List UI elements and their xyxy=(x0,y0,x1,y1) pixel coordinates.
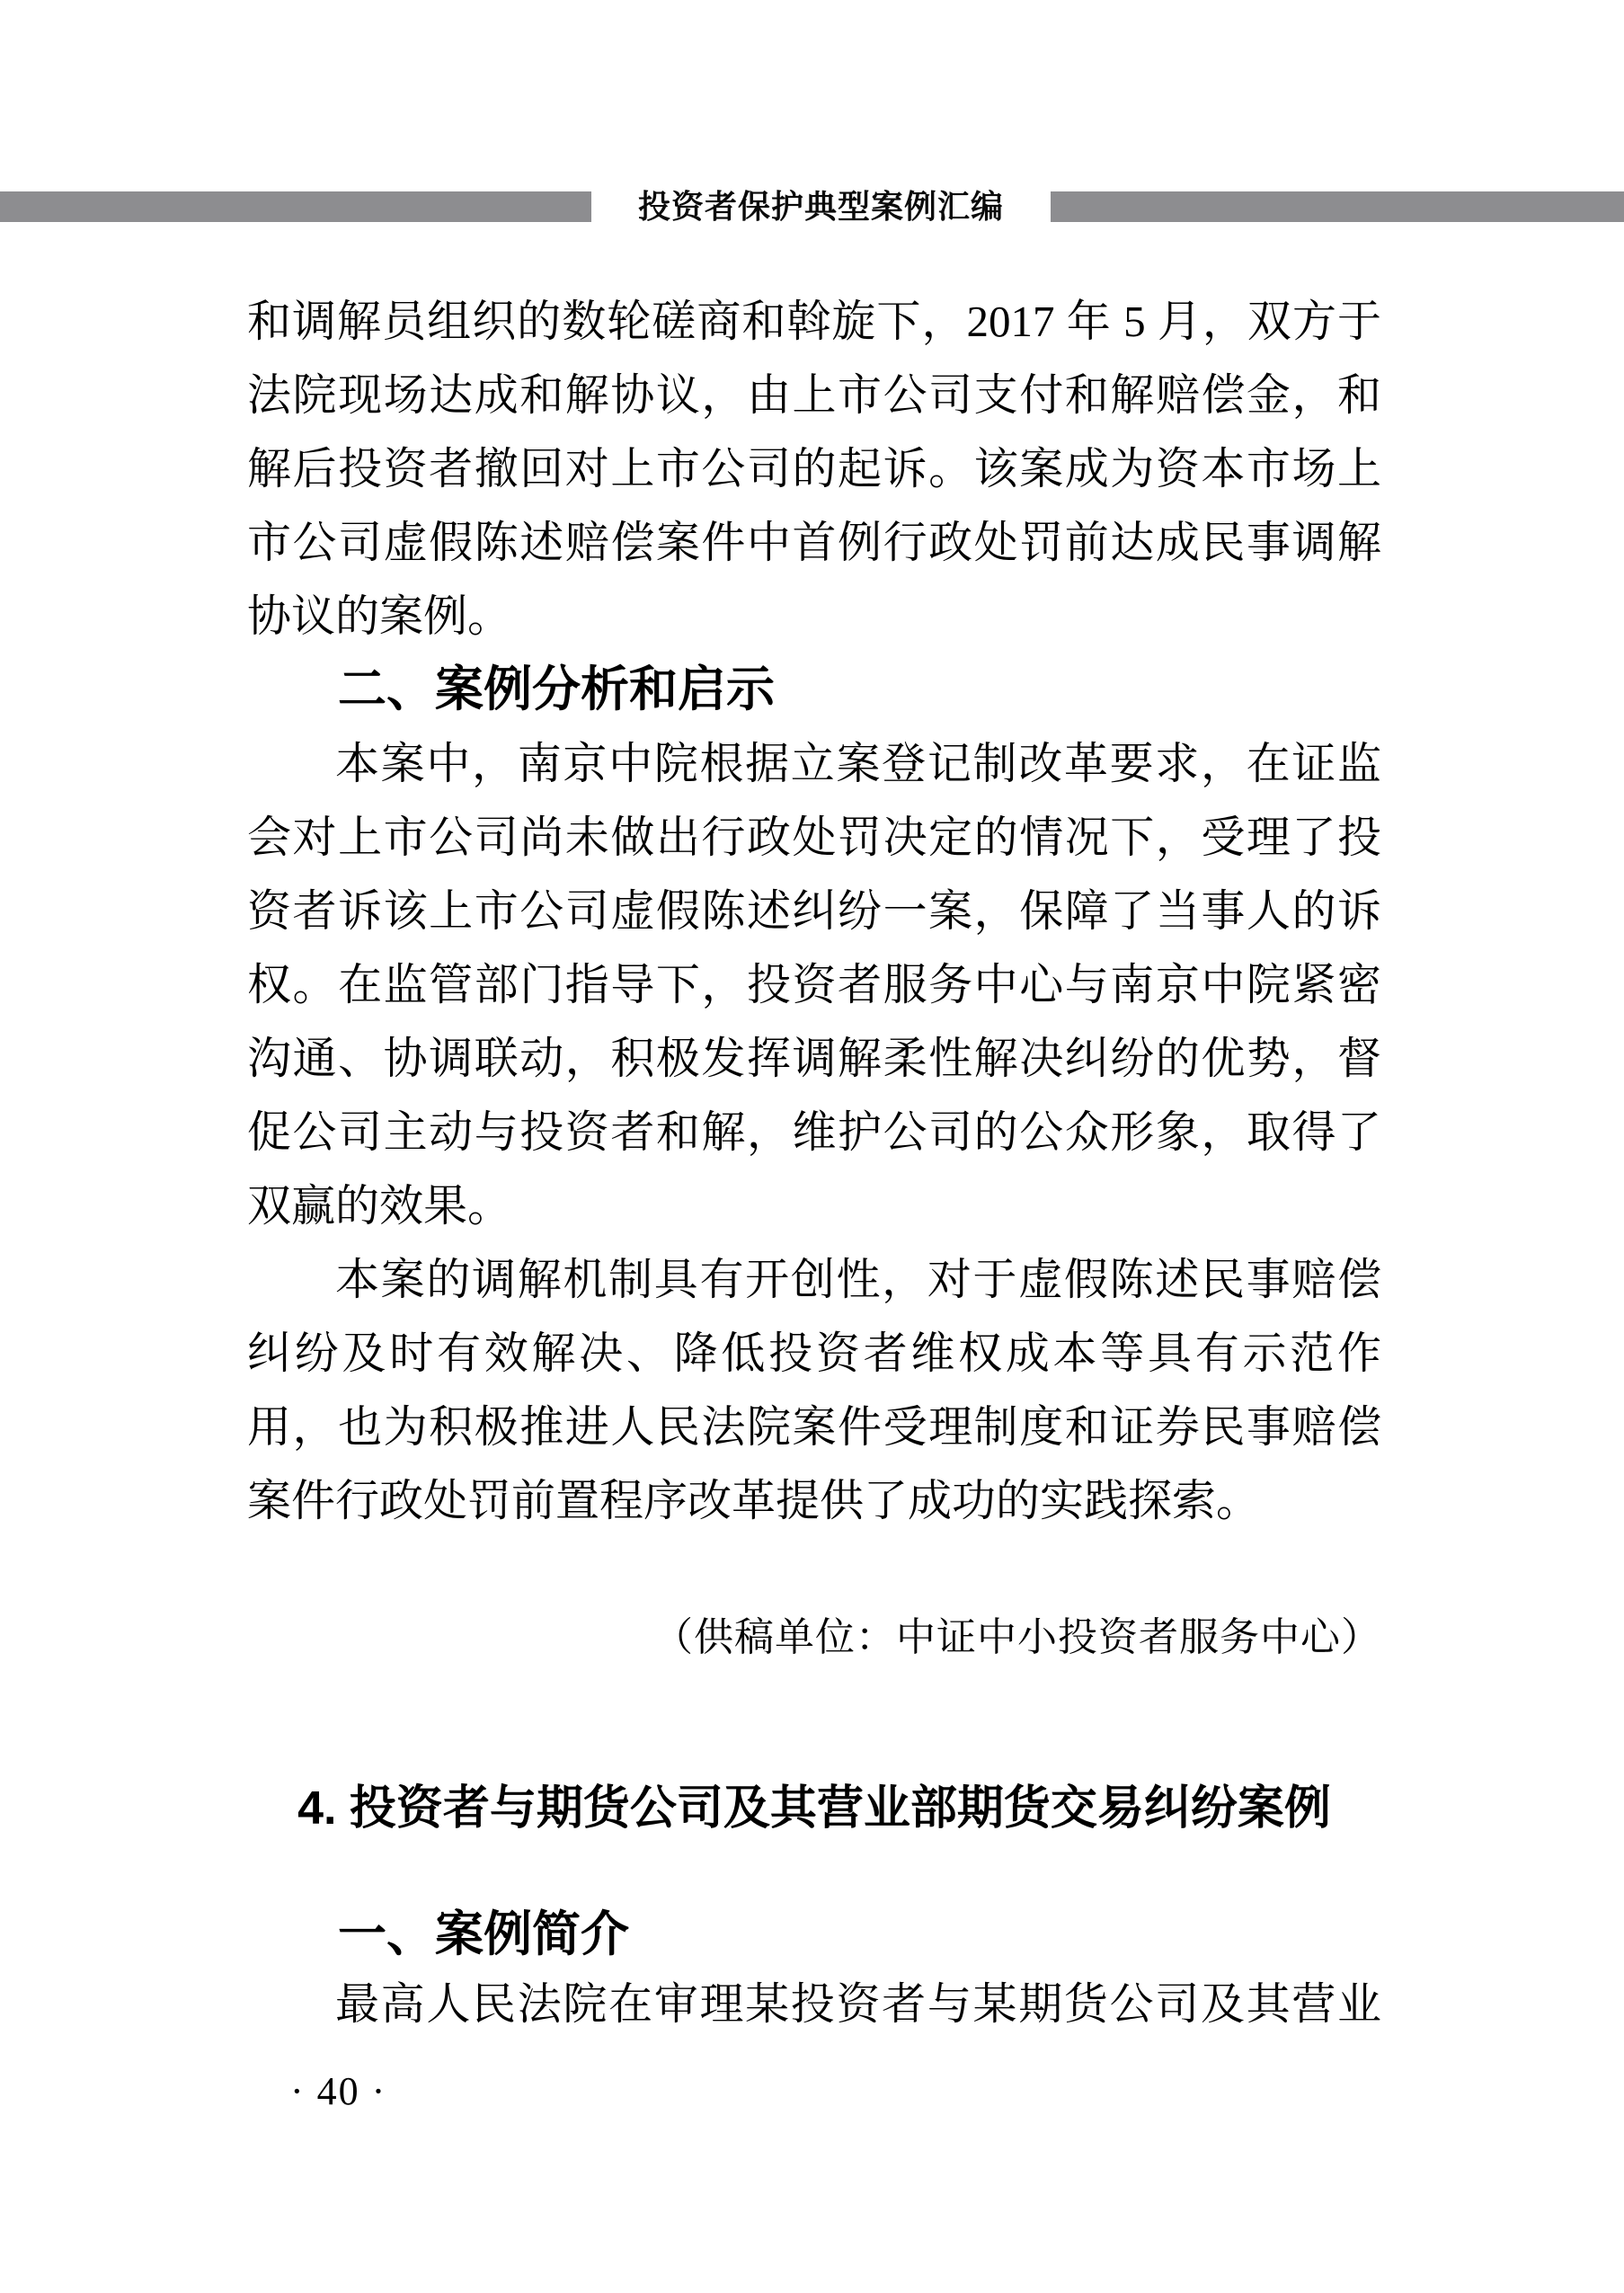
text-line: 会对上市公司尚未做出行政处罚决定的情况下，受理了投 xyxy=(247,813,1381,862)
text-line: 纠纷及时有效解决、降低投资者维权成本等具有示范作 xyxy=(247,1329,1381,1378)
section-heading-intro: 一、案例简介 xyxy=(338,1907,629,1961)
case-section-title: 4. 投资者与期货公司及其营业部期货交易纠纷案例 xyxy=(297,1782,1331,1835)
text-line: 协议的案例。 xyxy=(247,591,512,641)
text-line: 解后投资者撤回对上市公司的起诉。该案成为资本市场上 xyxy=(247,444,1381,493)
running-head xyxy=(0,188,1624,225)
text-line: 和调解员组织的数轮磋商和斡旋下，2017 年 5 月，双方于 xyxy=(247,297,1381,346)
section-heading-analysis: 二、案例分析和启示 xyxy=(338,662,775,716)
paragraph-analysis-1 xyxy=(247,727,1381,1243)
paragraph-analysis-2 xyxy=(247,1243,1381,1538)
text-line: 市公司虚假陈述赔偿案件中首例行政处罚前达成民事调解 xyxy=(247,518,1381,567)
header-band-left xyxy=(0,191,591,222)
text-line: 沟通、协调联动，积极发挥调解柔性解决纠纷的优势，督 xyxy=(247,1034,1381,1083)
text-line: 法院现场达成和解协议，由上市公司支付和解赔偿金，和 xyxy=(247,370,1381,420)
text-line: 用，也为积极推进人民法院案件受理制度和证券民事赔偿 xyxy=(247,1402,1381,1452)
text-line: 双赢的效果。 xyxy=(247,1181,512,1231)
text-line: 最高人民法院在审理某投资者与某期货公司及其营业 xyxy=(335,1979,1381,2029)
header-title: 投资者保护典型案例汇编 xyxy=(637,188,1004,225)
header-title-wrap xyxy=(591,187,1051,227)
header-band-right xyxy=(1051,191,1624,222)
attribution-line: （供稿单位：中证中小投资者服务中心） xyxy=(653,1615,1381,1659)
text-line: 本案中，南京中院根据立案登记制改革要求，在证监 xyxy=(335,739,1381,788)
text-line: 本案的调解机制具有开创性，对于虚假陈述民事赔偿 xyxy=(335,1255,1381,1304)
text-line: 权。在监管部门指导下，投资者服务中心与南京中院紧密 xyxy=(247,960,1381,1009)
text-line: 资者诉该上市公司虚假陈述纠纷一案，保障了当事人的诉 xyxy=(247,886,1381,936)
page-number: · 40 · xyxy=(290,2069,387,2113)
text-line: 案件行政处罚前置程序改革提供了成功的实践探索。 xyxy=(247,1476,1261,1525)
paragraph-intro xyxy=(247,1968,1381,2041)
paragraph-continued xyxy=(247,285,1381,653)
text-line: 促公司主动与投资者和解，维护公司的公众形象，取得了 xyxy=(247,1107,1381,1157)
